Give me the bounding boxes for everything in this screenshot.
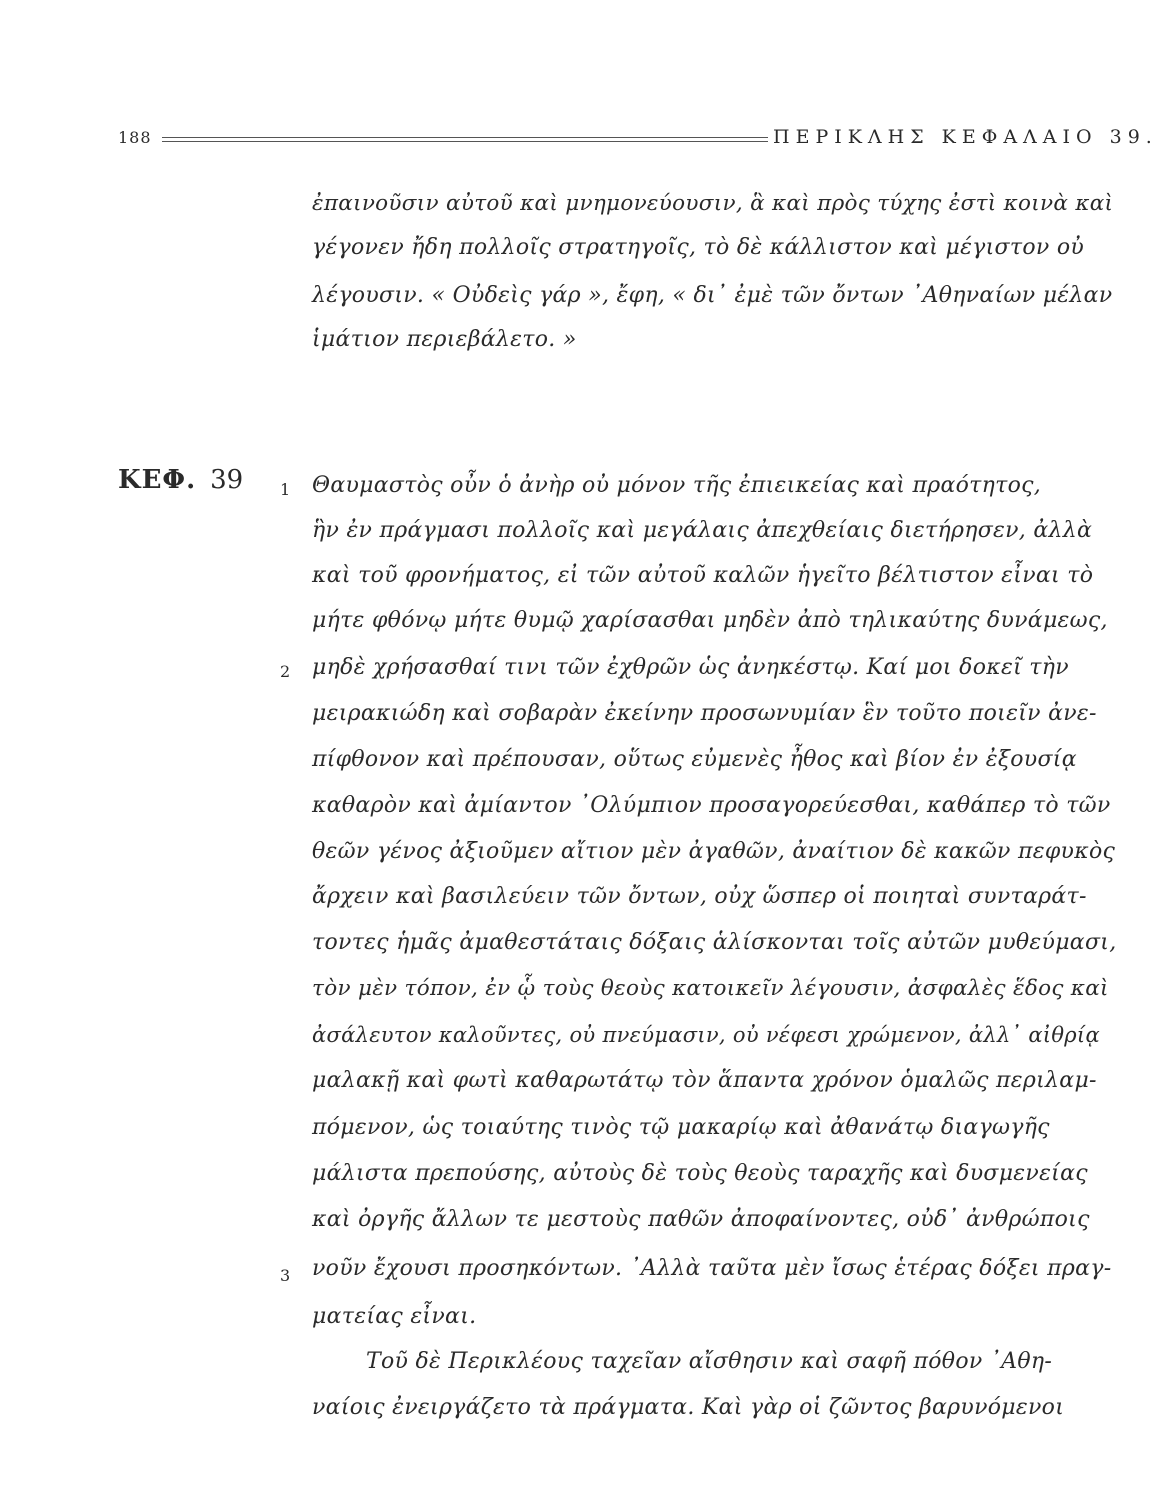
text-line: γέγονεν ἤδη πολλοῖς στρατηγοῖς, τὸ δὲ κάλλιστον καὶ μέγιστον οὐ <box>312 235 1085 260</box>
text-line: θεῶν γένος ἀξιοῦμεν αἴτιον μὲν ἀγαθῶν, ἀναίτιον δὲ κακῶν πεφυκὸς <box>312 839 1116 864</box>
section-number: 1 <box>280 480 291 499</box>
text-line: ἄρχειν καὶ βασιλεύειν τῶν ὄντων, οὐχ ὥσπερ οἱ ποιηταὶ συνταράτ- <box>312 884 1087 909</box>
running-header <box>118 126 1158 158</box>
text-line: Θαυμαστὸς οὖν ὁ ἀνὴρ οὐ μόνον τῆς ἐπιεικείας καὶ πραότητος, <box>312 473 1042 498</box>
section-number: 3 <box>280 1266 291 1285</box>
text-line: ἐπαινοῦσιν αὐτοῦ καὶ μνημονεύουσιν, ἃ καὶ πρὸς τύχης ἐστὶ κοινὰ καὶ <box>312 191 1114 216</box>
text-line: τὸν μὲν τόπον, ἐν ᾧ τοὺς θεοὺς κατοικεῖν λέγουσιν, ἀσφαλὲς ἕδος καὶ <box>312 976 1109 1001</box>
page-number: 188 <box>118 128 152 147</box>
text-line: καὶ τοῦ φρονήματος, εἰ τῶν αὐτοῦ καλῶν ἡγεῖτο βέλτιστον εἶναι τὸ <box>312 563 1094 588</box>
running-title: ΠΕΡΙΚΛΗΣ ΚΕΦΑΛΑΙΟ 39. <box>773 126 1158 148</box>
text-line: μειρακιώδη καὶ σοβαρὰν ἐκείνην προσωνυμίαν ἓν τοῦτο ποιεῖν ἀνε- <box>312 701 1097 726</box>
text-line: ἣν ἐν πράγμασι πολλοῖς καὶ μεγάλαις ἀπεχθείαις διετήρησεν, ἀλλὰ <box>312 518 1093 543</box>
text-line: μαλακῇ καὶ φωτὶ καθαρωτάτῳ τὸν ἅπαντα χρόνον ὁμαλῶς περιλαμ- <box>312 1068 1097 1093</box>
text-line: λέγουσιν. « Οὐδεὶς γάρ », ἔφη, « δι᾽ ἐμὲ τῶν ὄντων ᾽Αθηναίων μέλαν <box>312 283 1113 308</box>
text-line: τοντες ἡμᾶς ἀμαθεστάταις δόξαις ἁλίσκονται τοῖς αὐτῶν μυθεύμασι, <box>312 930 1117 955</box>
text-line: νοῦν ἔχουσι προσηκόντων. ᾽Αλλὰ ταῦτα μὲν ἴσως ἑτέρας δόξει πραγ- <box>312 1256 1112 1281</box>
header-rule <box>162 137 768 142</box>
text-line: μάλιστα πρεπούσης, αὐτοὺς δὲ τοὺς θεοὺς ταραχῆς καὶ δυσμενείας <box>312 1161 1088 1186</box>
text-line: ματείας εἶναι. <box>312 1304 477 1329</box>
text-line: μηδὲ χρήσασθαί τινι τῶν ἐχθρῶν ὡς ἀνηκέστῳ. Καί μοι δοκεῖ τὴν <box>312 655 1069 680</box>
text-line: καὶ ὀργῆς ἄλλων τε μεστοὺς παθῶν ἀποφαίνοντες, οὐδ᾽ ἀνθρώποις <box>312 1207 1090 1232</box>
text-line: καθαρὸν καὶ ἀμίαντον ᾽Ολύμπιον προσαγορεύεσθαι, καθάπερ τὸ τῶν <box>312 793 1111 818</box>
text-line: μήτε φθόνῳ μήτε θυμῷ χαρίσασθαι μηδὲν ἀπὸ τηλικαύτης δυνάμεως, <box>312 608 1108 633</box>
text-line: πόμενον, ὡς τοιαύτης τινὸς τῷ μακαρίῳ καὶ ἀθανάτῳ διαγωγῆς <box>312 1115 1050 1140</box>
text-line: πίφθονον καὶ πρέπουσαν, οὕτως εὐμενὲς ἦθος καὶ βίον ἐν ἐξουσίᾳ <box>312 747 1077 772</box>
text-line: ἀσάλευτον καλοῦντες, οὐ πνεύμασιν, οὐ νέφεσι χρώμενον, ἀλλ᾽ αἰθρίᾳ <box>312 1023 1100 1047</box>
chapter-label: ΚΕΦ. <box>118 465 197 495</box>
text-line: ἱμάτιον περιεβάλετο. » <box>312 327 577 352</box>
text-line: Τοῦ δὲ Περικλέους ταχεῖαν αἴσθησιν καὶ σαφῆ πόθον ᾽Αθη- <box>366 1349 1053 1374</box>
section-number: 2 <box>280 662 291 681</box>
chapter-heading <box>118 465 243 495</box>
text-line: ναίοις ἐνειργάζετο τὰ πράγματα. Καὶ γὰρ οἱ ζῶντος βαρυνόμενοι <box>312 1395 1065 1420</box>
chapter-number: 39 <box>210 465 244 495</box>
